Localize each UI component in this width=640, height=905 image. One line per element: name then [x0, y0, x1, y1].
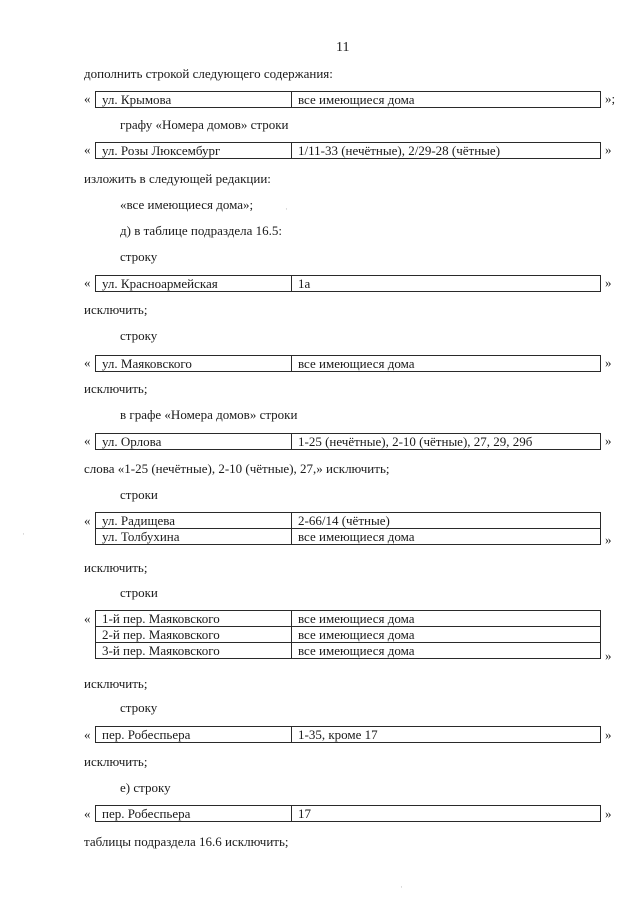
table-row: [96, 356, 601, 372]
houses-cell: 1а: [292, 276, 601, 292]
open-quote: «: [84, 433, 91, 448]
paragraph-restate: изложить в следующей редакции:: [84, 171, 271, 186]
houses-cell: 1/11-33 (нечётные), 2/29-28 (чётные): [292, 143, 601, 159]
open-quote: «: [84, 727, 91, 742]
street-cell: ул. Радищева: [96, 513, 292, 529]
table-luxemburg: [95, 142, 601, 159]
close-quote: »: [605, 727, 612, 742]
close-quote: »: [605, 142, 612, 157]
paragraph-all-houses: «все имеющиеся дома»;: [120, 197, 254, 212]
street-cell: ул. Розы Люксембург: [96, 143, 292, 159]
table-row: [96, 643, 601, 659]
scan-speck: ·: [400, 882, 403, 892]
open-quote: «: [84, 513, 91, 528]
table-row: [96, 727, 601, 743]
table-row: [96, 92, 601, 108]
table-radishcheva-tolbukhina: [95, 512, 601, 545]
table-row: [96, 513, 601, 529]
open-quote: «: [84, 142, 91, 157]
table-mayakovskogo-lanes: [95, 610, 601, 659]
open-quote: «: [84, 611, 91, 626]
paragraph-exclude: исключить;: [84, 754, 148, 769]
paragraph-exclude: исключить;: [84, 302, 148, 317]
paragraph-subsection-16-6: таблицы подраздела 16.6 исключить;: [84, 834, 289, 849]
close-quote: »: [605, 433, 612, 448]
houses-cell: все имеющиеся дома: [292, 356, 601, 372]
paragraph-row: строку: [120, 328, 158, 343]
table-row: [96, 276, 601, 292]
paragraph-add-row: дополнить строкой следующего содержания:: [84, 66, 333, 81]
close-quote: »: [605, 806, 612, 821]
open-quote: «: [84, 91, 91, 106]
street-cell: ул. Орлова: [96, 434, 292, 450]
scan-speck: ·: [22, 529, 25, 539]
paragraph-row: строку: [120, 700, 158, 715]
table-robespierre-2: [95, 805, 601, 822]
street-cell: ул. Толбухина: [96, 529, 292, 545]
houses-cell: все имеющиеся дома: [292, 627, 601, 643]
paragraph-rows: строки: [120, 487, 158, 502]
close-quote: »: [605, 355, 612, 370]
houses-cell: 2-66/14 (чётные): [292, 513, 601, 529]
street-cell: пер. Робеспьера: [96, 727, 292, 743]
scan-speck: ·: [285, 204, 288, 214]
table-row: [96, 143, 601, 159]
table-row: [96, 627, 601, 643]
paragraph-subsection-16-5: д) в таблице подраздела 16.5:: [120, 223, 283, 238]
houses-cell: 1-35, кроме 17: [292, 727, 601, 743]
table-row: [96, 611, 601, 627]
paragraph-column-rows: в графе «Номера домов» строки: [120, 407, 298, 422]
street-cell: ул. Маяковского: [96, 356, 292, 372]
table-mayakovskogo: [95, 355, 601, 372]
paragraph-words-exclude: слова «1-25 (нечётные), 2-10 (чётные), 27,» исключить;: [84, 461, 390, 476]
open-quote: «: [84, 355, 91, 370]
close-quote: »;: [605, 91, 616, 106]
houses-cell: 1-25 (нечётные), 2-10 (чётные), 27, 29, 29б: [292, 434, 601, 450]
paragraph-exclude: исключить;: [84, 381, 148, 396]
table-orlova: [95, 433, 601, 450]
street-cell: 2-й пер. Маяковского: [96, 627, 292, 643]
table-row: [96, 529, 601, 545]
open-quote: «: [84, 806, 91, 821]
street-cell: ул. Крымова: [96, 92, 292, 108]
paragraph-exclude: исключить;: [84, 676, 148, 691]
page-number: 11: [336, 40, 350, 55]
street-cell: пер. Робеспьера: [96, 806, 292, 822]
street-cell: ул. Красноармейская: [96, 276, 292, 292]
table-robespierre-1: [95, 726, 601, 743]
paragraph-exclude: исключить;: [84, 560, 148, 575]
paragraph-row: строку: [120, 249, 158, 264]
houses-cell: все имеющиеся дома: [292, 611, 601, 627]
houses-cell: все имеющиеся дома: [292, 529, 601, 545]
table-krasnoarmeyskaya: [95, 275, 601, 292]
table-row: [96, 434, 601, 450]
paragraph-column-rows: графу «Номера домов» строки: [120, 117, 289, 132]
houses-cell: 17: [292, 806, 601, 822]
houses-cell: все имеющиеся дома: [292, 92, 601, 108]
houses-cell: все имеющиеся дома: [292, 643, 601, 659]
paragraph-rows: строки: [120, 585, 158, 600]
close-quote: »: [605, 275, 612, 290]
street-cell: 3-й пер. Маяковского: [96, 643, 292, 659]
table-krymova: [95, 91, 601, 108]
paragraph-row-e: е) строку: [120, 780, 171, 795]
close-quote: »: [605, 532, 612, 547]
close-quote: »: [605, 648, 612, 663]
table-row: [96, 806, 601, 822]
open-quote: «: [84, 275, 91, 290]
street-cell: 1-й пер. Маяковского: [96, 611, 292, 627]
